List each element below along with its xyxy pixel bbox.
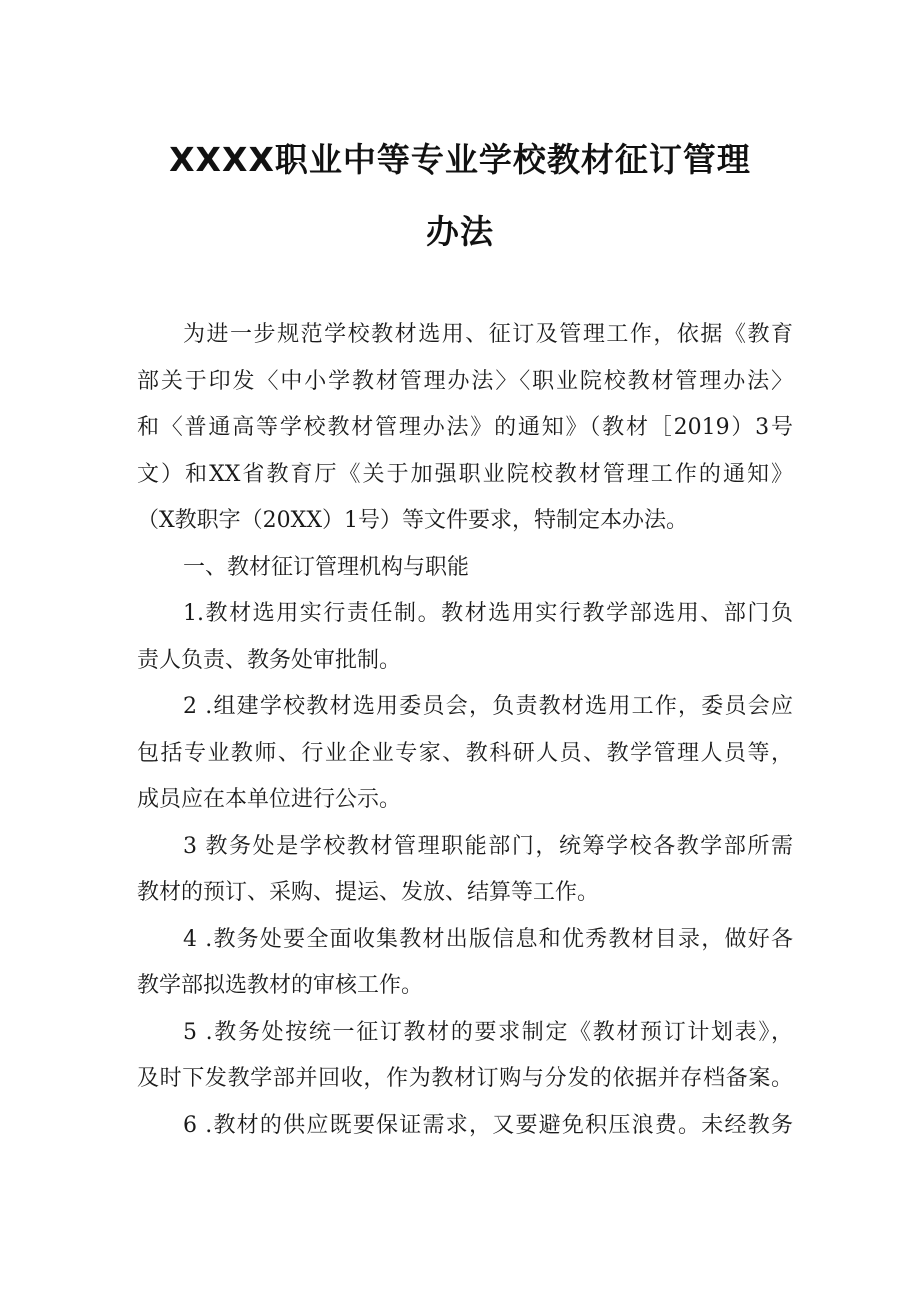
text-line: 包括专业教师、行业企业专家、教科研人员、教学管理人员等， bbox=[137, 740, 793, 766]
text-line: 5 .教务处按统一征订教材的要求制定《教材预订计划表》， bbox=[183, 1019, 793, 1045]
text-line: （X教职字（20XX）1号）等文件要求，特制定本办法。 bbox=[137, 508, 688, 533]
text-line: 成员应在本单位进行公示。 bbox=[137, 787, 402, 812]
text-line: 1.教材选用实行责任制。教材选用实行教学部选用、部门负 bbox=[183, 601, 793, 626]
text-line: 及时下发教学部并回收，作为教材订购与分发的依据并存档备案。 bbox=[137, 1066, 793, 1091]
document-title-line-1: XXXX职业中等专业学校教材征订管理 bbox=[169, 140, 751, 179]
text-line: 一、教材征订管理机构与职能 bbox=[183, 554, 470, 580]
document-title-line-2: 办法 bbox=[426, 212, 494, 251]
paragraph-item-4 bbox=[137, 917, 793, 1010]
text-line: 2 .组建学校教材选用委员会，负责教材选用工作，委员会应 bbox=[183, 694, 793, 719]
text-line: 和〈普通高等学校教材管理办法》的通知》（教材［2019）3号 bbox=[137, 415, 793, 440]
text-line: 教材的预订、采购、提运、发放、结算等工作。 bbox=[137, 880, 600, 905]
text-line: 部关于印发〈中小学教材管理办法〉〈职业院校教材管理办法〉 bbox=[137, 368, 793, 394]
text-line: 4 .教务处要全面收集教材出版信息和优秀教材目录，做好各 bbox=[183, 926, 793, 952]
text-line: 文）和XX省教育厅《关于加强职业院校教材管理工作的通知》 bbox=[137, 461, 793, 487]
paragraph-item-3 bbox=[137, 824, 793, 917]
text-line: 教学部拟选教材的审核工作。 bbox=[137, 973, 424, 998]
paragraph-item-2 bbox=[137, 684, 793, 824]
text-line: 3 教务处是学校教材管理职能部门，统筹学校各教学部所需 bbox=[183, 833, 793, 859]
section-heading bbox=[137, 545, 793, 592]
text-line: 为进一步规范学校教材选用、征订及管理工作，依据《教育 bbox=[183, 322, 793, 347]
document-body bbox=[137, 312, 793, 1149]
text-line: 责人负责、教务处审批制。 bbox=[137, 647, 402, 673]
paragraph-intro bbox=[137, 312, 793, 545]
text-line: 6 .教材的供应既要保证需求，又要避免积压浪费。未经教务 bbox=[183, 1112, 793, 1138]
paragraph-item-5 bbox=[137, 1010, 793, 1103]
paragraph-item-6 bbox=[137, 1103, 793, 1150]
paragraph-item-1 bbox=[137, 591, 793, 684]
